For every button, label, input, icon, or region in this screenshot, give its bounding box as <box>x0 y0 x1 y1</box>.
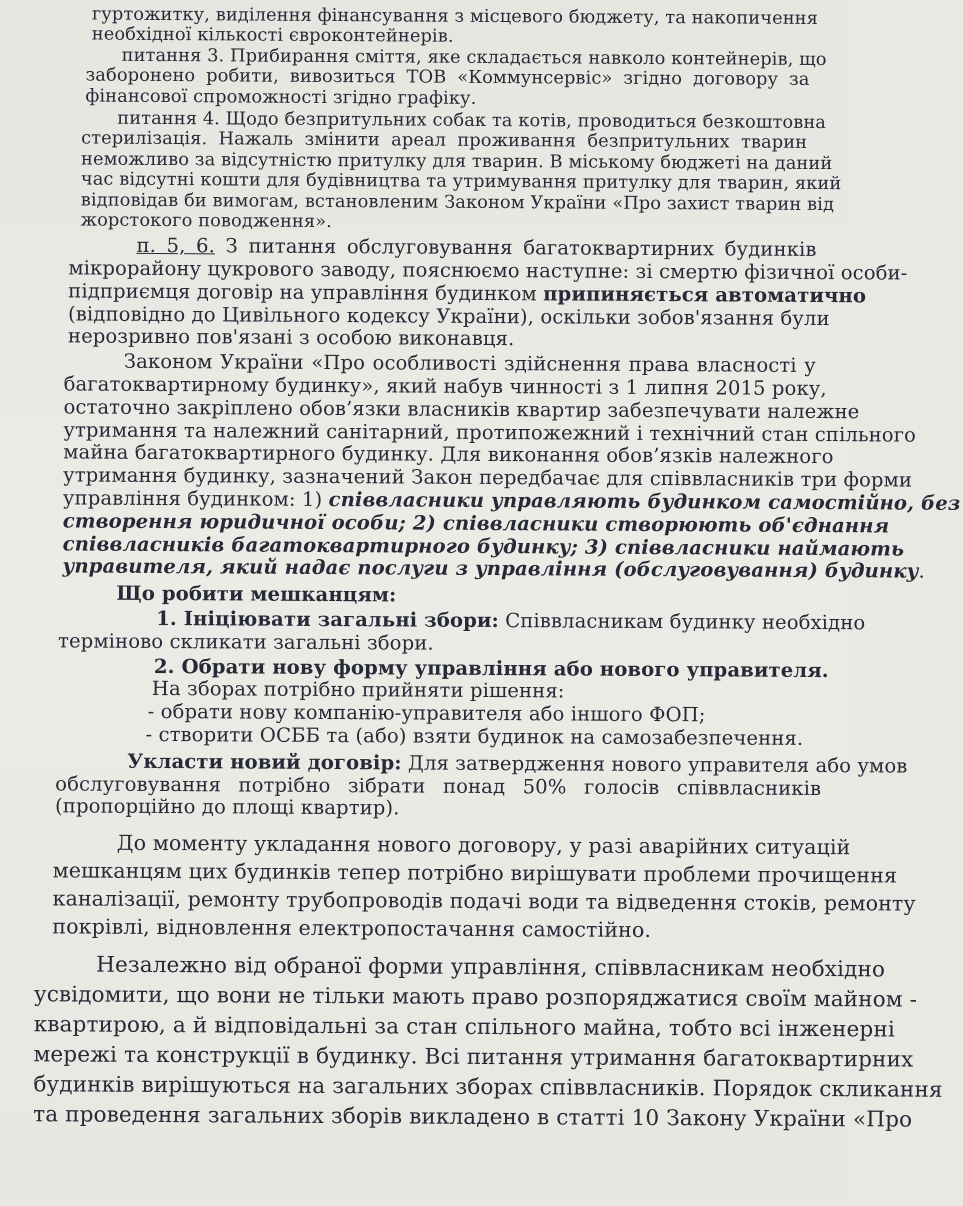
text-line: питання 3. Прибирання сміття, яке складається навколо контейнерів, що <box>121 44 827 70</box>
text-line: мікрорайону цукрового заводу, пояснюємо наступне: зі смертю фізичної особи- <box>68 256 908 285</box>
step-1 <box>58 607 866 657</box>
text-line: утримання будинку, зазначений Закон передбачає для співвласників три форми <box>63 463 913 492</box>
text-line: Законом України «Про особливості здійснення права власності у <box>123 350 816 378</box>
emphasis-line: створення юридичної особи; 2) співвласники створюють об'єднання <box>62 509 890 538</box>
text-line: необхідної кількості єврoконтейнерів. <box>91 23 454 48</box>
emphasis-text: співвласники управляють будинком самостійно, без <box>328 488 961 515</box>
text-line: каналізації, ремонту трубопроводів подачі води та відведення стоків, ремонту <box>52 886 916 916</box>
text-line: терміново скликати загальні збори. <box>58 629 434 655</box>
step-heading: Укласти новий договір: <box>127 749 402 775</box>
text-line: утримання та належний санітарний, протипожежний і технічний стан спільного <box>63 418 917 447</box>
text-line: та проведення загальних зборів викладено в статті 10 Закону України «Про <box>33 1102 913 1133</box>
section-heading: Що робити мешканцям: <box>116 581 397 607</box>
text-line: мешканцям цих будинків тепер потрібно вирішувати проблеми прочищення <box>52 858 898 888</box>
emphasis-text: припиняється автоматично <box>543 282 867 308</box>
step-2 <box>57 654 829 751</box>
text-span: Співвласникам будинку необхідно <box>498 609 866 635</box>
text-line: обслуговування потрібно зібрати понад 50% голосів співвласників <box>55 771 822 800</box>
emphasis-line: співвласників багатоквартирного будинку; 3) співвласники наймають <box>62 532 905 561</box>
text-line: багатоквартирному будинку», який набув чинності з 1 липня 2015 року, <box>63 372 827 401</box>
list-item: - обрати нову компанію-управителя або іншого ФОП; <box>147 700 706 727</box>
text-line: На зборах потрібно прийняти рішення: <box>151 677 565 703</box>
step-heading: 1. Ініціювати загальні збори: <box>156 607 499 633</box>
text-line: майна багатоквартирного будинку. Для виконання обов’язків належного <box>63 440 834 469</box>
paragraph-1 <box>91 3 819 50</box>
emphasis-text: управителя, який надає послуги з управління (обслуговування) будинку <box>62 554 919 584</box>
text-span: З питання обслуговування багатоквартирних будинків <box>214 234 817 262</box>
paragraph-item-3 <box>85 44 827 111</box>
item-reference: п. 5, 6. <box>136 234 216 258</box>
text-line: стерилізація. Нажаль змінити ареал проживання безпритульних тварин <box>81 127 808 154</box>
text-line: покрівлі, відновлення електропостачання самостійно. <box>52 914 652 943</box>
section-what-to-do <box>58 583 818 610</box>
text-span: управління будинком: 1) <box>62 486 329 512</box>
text-line: фінансової спроможності згідно графіку. <box>85 85 477 109</box>
text-line: жорстокого поводження». <box>80 209 333 232</box>
list-item: - створити ОСББ та (або) взяти будинок на самозабезпечення. <box>145 722 804 750</box>
text-line: остаточно закріплено обов’язки власників квартир забезпечувати належне <box>63 395 860 424</box>
paragraph-emergency <box>52 829 916 946</box>
text-line: нерозривно пов'язані з особою виконавця. <box>67 324 515 351</box>
text-line: відповідав би вимогам, встановленим Законом України «Про захист тварин від <box>80 189 835 215</box>
text-line: питання 4. Щодо безпритульних собак та котів, проводиться безкоштовна <box>117 107 827 134</box>
text-line: будинків вирішуються на загальних зборах співвласників. Порядок скликання <box>33 1072 943 1103</box>
text-line: (відповідно до Цивільного кодексу України), оскільки зобов'язання були <box>68 302 830 330</box>
paragraph-items-5-6 <box>67 234 908 354</box>
text-line: Незалежно від обраної форми управління, співвласникам необхідно <box>96 952 886 983</box>
text-line: усвідомити, що вони не тільки мають право розпоряджатися своїм майном - <box>33 982 918 1013</box>
paragraph-item-4 <box>80 107 842 235</box>
text-span: . <box>918 560 925 584</box>
text-line: До моменту укладання нового договору, у разі аварійних ситуацій <box>116 830 851 860</box>
step-heading: 2. Обрати нову форму управління або нового управителя. <box>153 654 829 682</box>
text-span: Для затвердження нового управителя або умов <box>401 751 908 778</box>
text-line: гуртожитку, виділення фінансування з місцевого бюджету, та накопичення <box>91 3 819 29</box>
text-line: мережі та конструкції в будинку. Всі питання утримання багатоквартирних <box>33 1042 914 1073</box>
step-3 <box>55 749 908 823</box>
text-line: заборонено робити, вивозиться ТОВ «Коммунсервіс» згідно договору за <box>85 64 810 91</box>
text-line: неможливо за відсутністю притулку для тварин. В міському бюджеті на даний <box>80 148 833 174</box>
text-line: (пропорційно до площі квартир). <box>55 794 400 820</box>
paragraph-responsibility <box>33 950 943 1135</box>
text-span: підприємця договір на управління будинком <box>68 279 544 306</box>
text-line: час відсутні кошти для будівництва та утримування притулку для тварин, який <box>80 168 842 195</box>
paragraph-law <box>62 350 961 584</box>
text-line: квартирою, а й відповідальні за стан спільного майна, тобто всі інженерні <box>33 1012 895 1043</box>
text-line <box>62 554 925 584</box>
